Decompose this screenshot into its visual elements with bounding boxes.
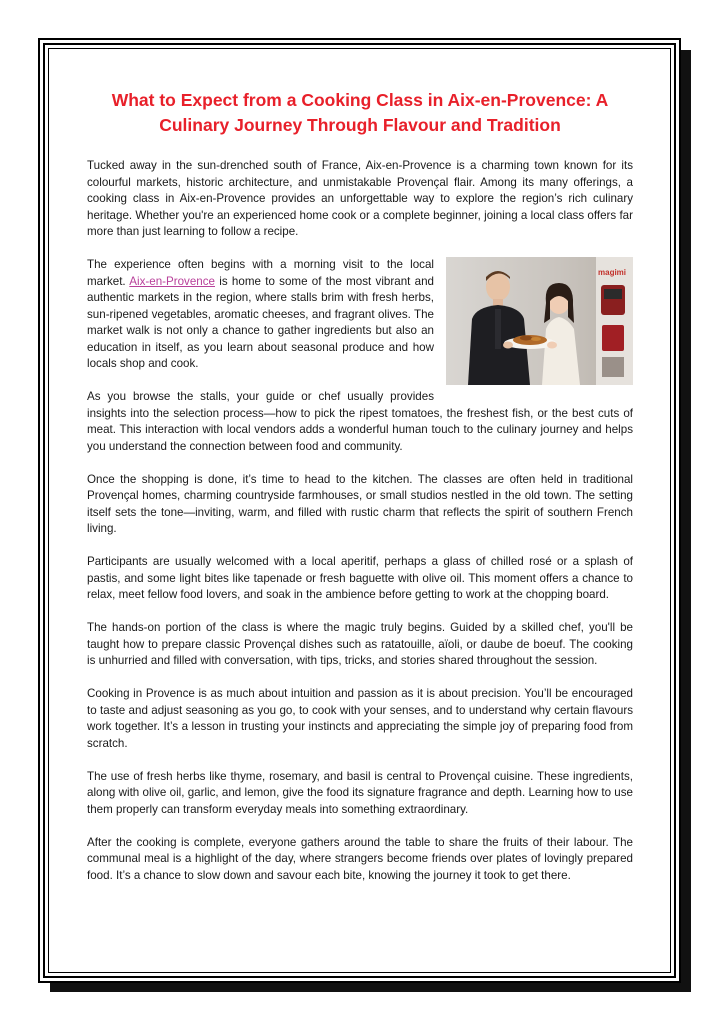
paragraph-market-text-end: is home to some of the most vibrant and authentic markets in the region, where stalls brim with fresh herbs, sun-ripened vegetables, aromatic cheeses, and fragrant olives. The market walk is not only a chance to gather ingredients but also an education in itself, as you learn about seasonal produce and how locals shop and cook. bbox=[87, 274, 434, 370]
paragraph-aperitif: Participants are usually welcomed with a local aperitif, perhaps a glass of chilled rosé or a splash of pastis, and some light bites like tapenade or fresh baguette with olive oil. This moment offers a chance to relax, meet fellow food lovers, and soak in the ambience before getting to work at the chopping board. bbox=[87, 555, 633, 601]
paragraph-stalls: As you browse the stalls, your guide or chef usually provides insights into the selection process—how to pick the ripest tomatoes, the freshest fish, or the best cuts of meat. This interaction with local vendors adds a wonderful human touch to the culinary journey and helps you understand the connection between food and community. bbox=[87, 390, 633, 453]
sign-text: magimi bbox=[598, 268, 627, 277]
article-title: What to Expect from a Cooking Class in Aix-en-Provence: A Culinary Journey Through Flavour and Tradition bbox=[111, 90, 609, 135]
paragraph-market-text-start: The experience often begins with a morning visit to the local market. bbox=[87, 258, 434, 288]
cooking-class-photo bbox=[446, 257, 633, 385]
photo-illustration bbox=[446, 257, 633, 385]
paragraph-meal: After the cooking is complete, everyone gathers around the table to share the fruits of their labour. The communal meal is a highlight of the day, where strangers become friends over plates of lovingly prepared food. It’s a chance to slow down and savour each bite, knowing the journey it took to get there. bbox=[87, 835, 633, 882]
paragraph-herbs: The use of fresh herbs like thyme, rosemary, and basil is central to Provençal cuisine. These ingredients, along with olive oil, garlic, and lemon, give the food its signature fragrance and depth. Learning how to use them properly can transform everyday meals into something extraordinary. bbox=[87, 769, 633, 816]
aix-en-provence-link[interactable]: Aix-en-Provence bbox=[129, 274, 215, 288]
paragraph-intuition: Cooking in Provence is as much about intuition and passion as it is about precision. You’ll be encouraged to taste and adjust seasoning as you go, to cook with your senses, and to understand why certain flavours work together. It’s a lesson in trusting your instincts and appreciating the simple joy of preparing food from scratch. bbox=[87, 687, 633, 750]
paragraph-intro: Tucked away in the sun-drenched south of France, Aix-en-Provence is a charming town known for its colourful markets, historic architecture, and unmistakable Provençal flair. Among its many offerings, a cooking class in Aix-en-Provence provides an unforgettable way to explore the region’s rich culinary heritage. Whether you're an experienced home cook or a complete beginner, joining a local class offers far more than just learning to follow a recipe. bbox=[87, 159, 633, 238]
paragraph-hands-on: The hands-on portion of the class is where the magic truly begins. Guided by a skilled chef, you'll be taught how to prepare classic Provençal dishes such as ratatouille, aïoli, or daube de boeuf. The cooking is unhurried and filled with conversation, with tips, tricks, and stories shared throughout the session. bbox=[87, 621, 633, 667]
paragraph-kitchen: Once the shopping is done, it’s time to head to the kitchen. The classes are often held in traditional Provençal homes, charming countryside farmhouses, or small studios nestled in the old town. The setting itself sets the tone—inviting, warm, and filled with rustic charm that reflects the spirit of southern French living. bbox=[87, 472, 633, 535]
article bbox=[87, 88, 633, 901]
